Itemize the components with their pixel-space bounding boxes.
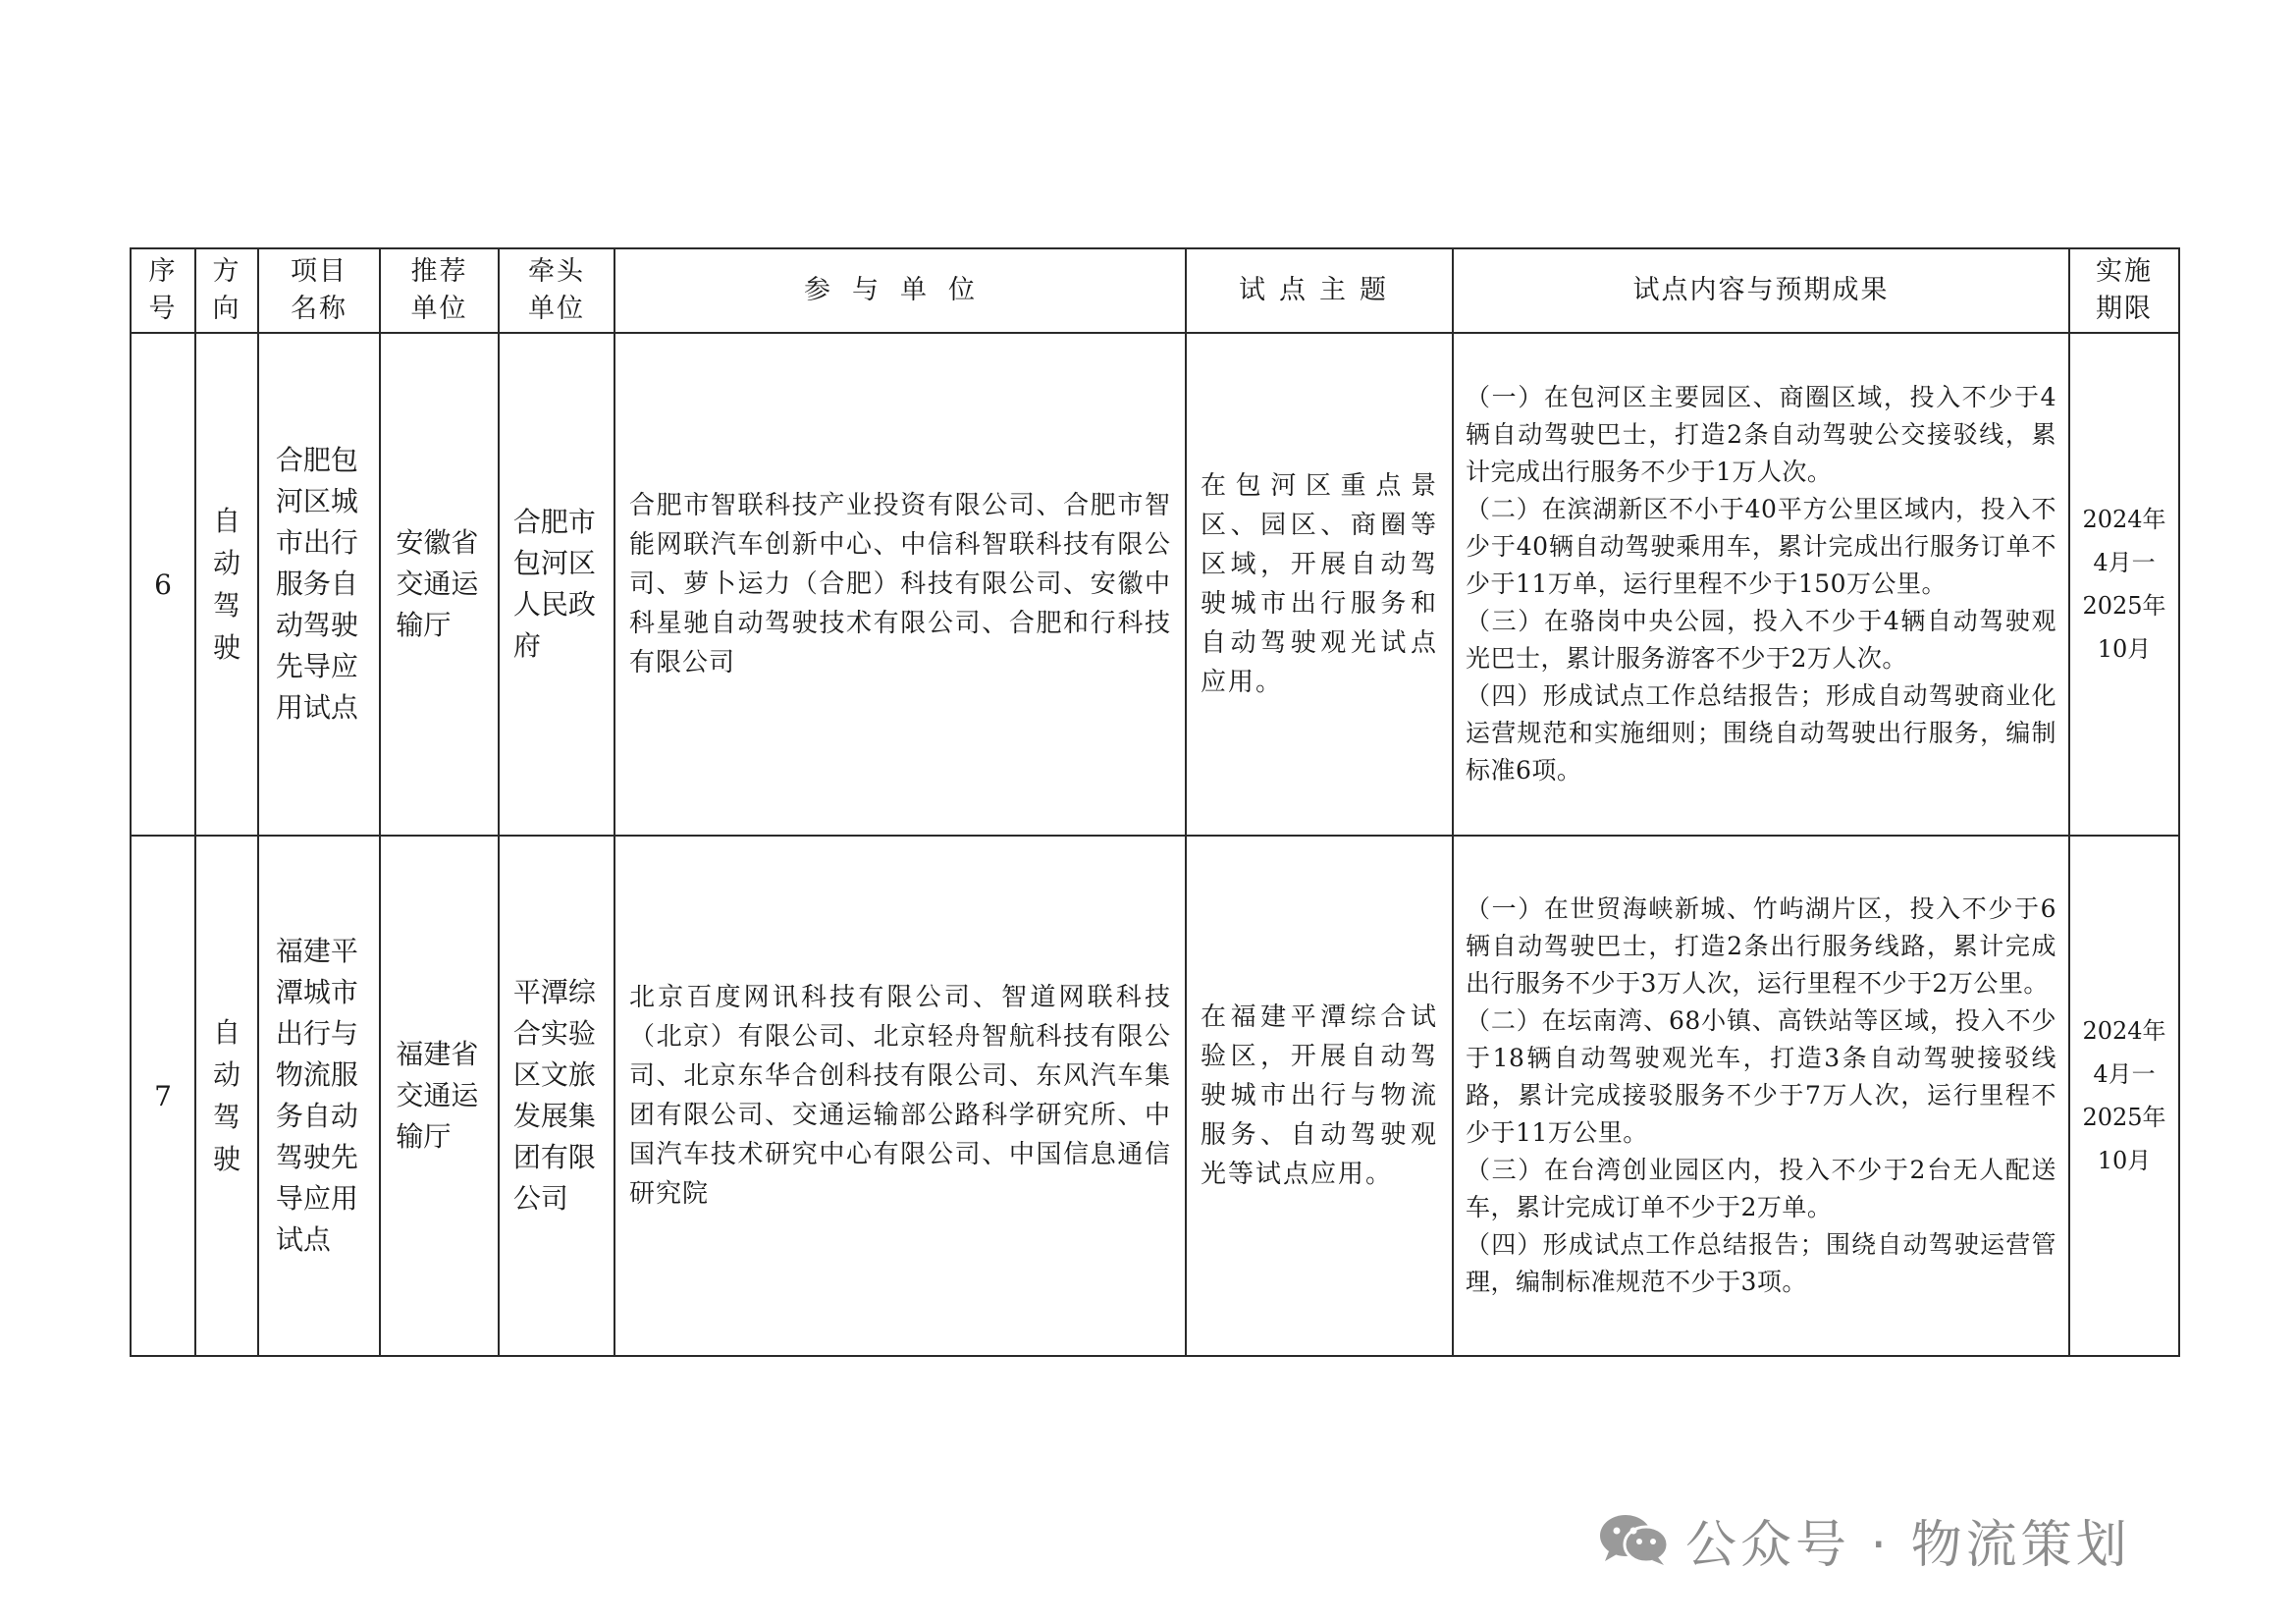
row-lead-unit: 合肥市包河区人民政府: [499, 333, 614, 836]
row-participants: 北京百度网讯科技有限公司、智道网联科技（北京）有限公司、北京轻舟智航科技有限公司、北京东华合创科技有限公司、东风汽车集团有限公司、交通运输部公路科学研究所、中国汽车技术研究中心有限公司、中国信息通信研究院: [614, 836, 1186, 1356]
row-content: [1453, 333, 2069, 836]
content-item: （二）在坛南湾、68小镇、高铁站等区域，投入不少于18辆自动驾驶观光车，打造3条自动驾驶接驳线路，累计完成接驳服务不少于7万人次，运行里程不少于11万公里。: [1466, 1006, 2056, 1147]
header-content: 试点内容与预期成果: [1453, 248, 2069, 333]
row-lead-unit: 平潭综合实验区文旅发展集团有限公司: [499, 836, 614, 1356]
row-content: [1453, 836, 2069, 1356]
period-line: 2025年: [2082, 1104, 2166, 1131]
row-recommender: 安徽省交通运输厅: [380, 333, 499, 836]
content-item: （三）在台湾创业园区内，投入不少于2台无人配送车，累计完成订单不少于2万单。: [1466, 1156, 2056, 1221]
watermark: [1597, 1510, 2131, 1575]
wechat-icon: [1597, 1512, 1672, 1567]
header-recommender: 推荐单位: [380, 248, 499, 333]
header-project-name: 项目名称: [258, 248, 380, 333]
header-period: 实施期限: [2069, 248, 2179, 333]
content-item: （二）在滨湖新区不小于40平方公里区域内，投入不少于40辆自动驾驶乘用车，累计完成出行服务订单不少于11万单，运行里程不少于150万公里。: [1466, 495, 2056, 598]
period-line: 4月一: [2093, 1060, 2156, 1088]
header-participants: 参与单位: [614, 248, 1186, 333]
period-line: 2024年: [2082, 1017, 2166, 1045]
content-item: （一）在世贸海峡新城、竹屿湖片区，投入不少于6辆自动驾驶巴士，打造2条出行服务线路，累计完成出行服务不少于3万人次，运行里程不少于2万公里。: [1466, 894, 2056, 998]
table-header-row: [131, 248, 2179, 333]
header-direction: 方向: [195, 248, 258, 333]
row-theme: 在福建平潭综合试验区，开展自动驾驶城市出行与物流服务、自动驾驶观光等试点应用。: [1186, 836, 1453, 1356]
row-period: [2069, 836, 2179, 1356]
table-row: [131, 836, 2179, 1356]
row-recommender: 福建省交通运输厅: [380, 836, 499, 1356]
pilot-projects-table: [130, 247, 2180, 1357]
row-period: [2069, 333, 2179, 836]
row-direction: 自动驾驶: [195, 333, 258, 836]
period-line: 10月: [2097, 1147, 2152, 1174]
period-line: 4月一: [2093, 549, 2156, 576]
content-item: （四）形成试点工作总结报告；围绕自动驾驶运营管理，编制标准规范不少于3项。: [1466, 1230, 2056, 1296]
period-line: 2024年: [2082, 506, 2166, 533]
watermark-text: 公众号 · 物流策划: [1685, 1515, 2131, 1575]
content-item: （三）在骆岗中央公园，投入不少于4辆自动驾驶观光巴士，累计服务游客不少于2万人次。: [1466, 607, 2056, 673]
content-item: （一）在包河区主要园区、商圈区域，投入不少于4辆自动驾驶巴士，打造2条自动驾驶公交接驳线，累计完成出行服务不少于1万人次。: [1466, 383, 2056, 486]
header-seq: 序号: [131, 248, 195, 333]
header-theme: 试点主题: [1186, 248, 1453, 333]
period-line: 10月: [2097, 635, 2152, 663]
content-item: （四）形成试点工作总结报告；形成自动驾驶商业化运营规范和实施细则；围绕自动驾驶出行服务，编制标准6项。: [1466, 681, 2056, 785]
row-project-name: 合肥包河区城市出行服务自动驾驶先导应用试点: [258, 333, 380, 836]
row-direction: 自动驾驶: [195, 836, 258, 1356]
row-project-name: 福建平潭城市出行与物流服务自动驾驶先导应用试点: [258, 836, 380, 1356]
header-lead-unit: 牵头单位: [499, 248, 614, 333]
row-theme: 在包河区重点景区、园区、商圈等区域，开展自动驾驶城市出行服务和自动驾驶观光试点应用。: [1186, 333, 1453, 836]
table-row: [131, 333, 2179, 836]
row-participants: 合肥市智联科技产业投资有限公司、合肥市智能网联汽车创新中心、中信科智联科技有限公司、萝卜运力（合肥）科技有限公司、安徽中科星驰自动驾驶技术有限公司、合肥和行科技有限公司: [614, 333, 1186, 836]
row-seq: 7: [131, 836, 195, 1356]
period-line: 2025年: [2082, 592, 2166, 620]
row-seq: 6: [131, 333, 195, 836]
